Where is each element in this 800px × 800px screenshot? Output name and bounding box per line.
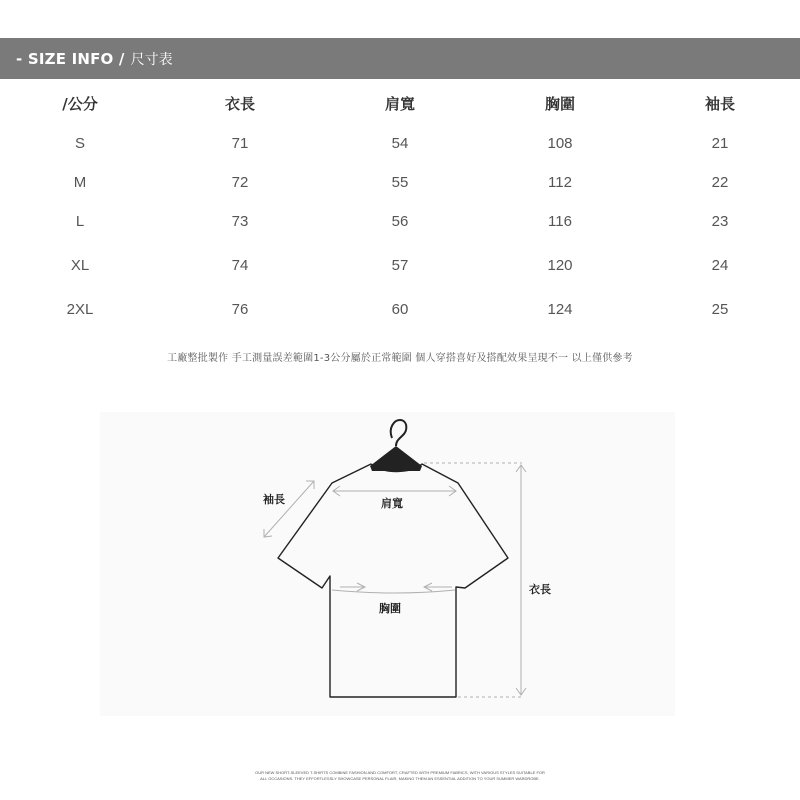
footer-text <box>0 770 800 782</box>
size-cell: M <box>73 173 87 191</box>
sleeve-cell: 21 <box>711 134 729 152</box>
length-cell: 74 <box>231 256 249 274</box>
sleeve-cell: 23 <box>711 212 729 230</box>
shoulder-cell: 55 <box>391 173 409 191</box>
size-cell: S <box>74 134 85 152</box>
header-sleeve: 袖長 <box>704 94 735 113</box>
sleeve-label: 袖長 <box>263 493 285 506</box>
chest-cell: 124 <box>547 300 573 318</box>
sleeve-cell: 22 <box>711 173 729 191</box>
header-title: - SIZE INFO / <box>16 49 125 68</box>
header-chest: 胸圍 <box>544 94 575 113</box>
shoulder-cell: 54 <box>391 134 409 152</box>
sleeve-cell: 25 <box>711 300 729 318</box>
header-unit: /公分 <box>62 94 98 113</box>
length-arrow <box>516 465 526 695</box>
shoulder-cell: 60 <box>391 300 409 318</box>
sleeve-arrow <box>264 481 314 537</box>
size-cell: XL <box>70 256 90 274</box>
chest-arrow <box>332 583 455 593</box>
chest-cell: 116 <box>548 212 572 230</box>
sleeve-cell: 24 <box>711 256 729 274</box>
length-cell: 76 <box>231 300 249 318</box>
size-cell: L <box>75 212 85 230</box>
chest-cell: 120 <box>547 256 573 274</box>
footer-line-1: OUR NEW SHORT-SLEEVED T-SHIRTS COMBINE FASHION AND COMFORT, CRAFTED WITH PREMIUM FABRICS, WITH VARIOUS STYLES SUITABLE FOR <box>255 770 545 775</box>
length-cell: 71 <box>231 134 249 152</box>
length-cell: 72 <box>231 173 249 191</box>
footer-line-2: ALL OCCASIONS. THEY EFFORTLESSLY SHOWCASE PERSONAL FLAIR, MAKING THEM AN ESSENTIAL ADDITION TO YOUR SUMMER WARDROBE. <box>260 776 540 781</box>
hanger-icon <box>391 420 407 446</box>
length-cell: 73 <box>231 212 249 230</box>
length-label: 衣長 <box>529 583 551 596</box>
header-length: 衣長 <box>224 94 255 113</box>
header-shoulder: 肩寬 <box>384 94 415 113</box>
chest-cell: 108 <box>547 134 573 152</box>
measurement-note: 工廠整批製作 手工測量誤差範圍1-3公分屬於正常範圍 個人穿搭喜好及搭配效果呈現不一 以上僅供參考 <box>167 353 633 364</box>
header-subtitle: 尺寸表 <box>130 51 173 68</box>
shoulder-label: 肩寬 <box>381 497 403 510</box>
shoulder-cell: 57 <box>391 256 409 274</box>
shoulder-cell: 56 <box>391 212 409 230</box>
chest-cell: 112 <box>548 173 572 191</box>
size-cell: 2XL <box>66 300 94 318</box>
chest-label: 胸圍 <box>379 602 401 615</box>
